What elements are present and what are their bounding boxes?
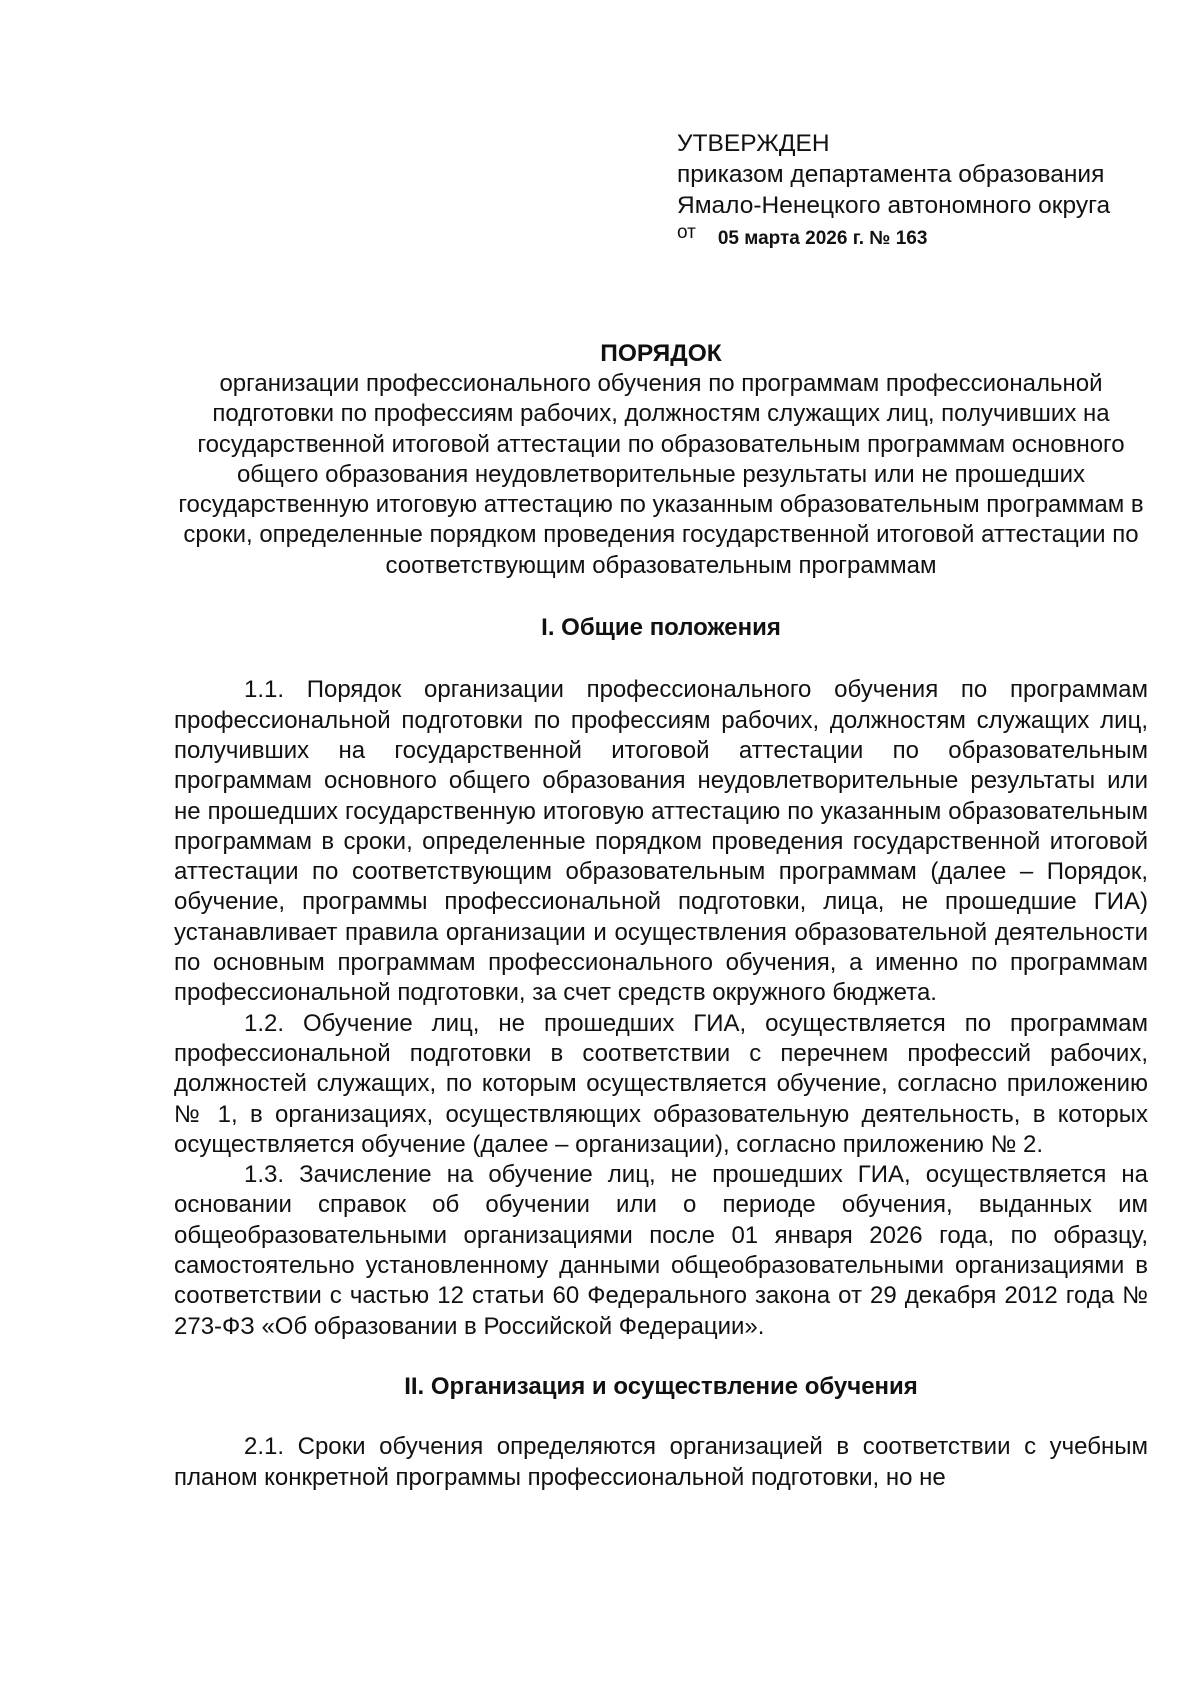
document-subtitle: организации профессионального обучения по программам профессиональной подготовки по профессиям рабочих, должностям служащих лиц, получивших на государственной итоговой аттестации по образовательным программам основного общего образования неудовлетворительные результаты или не прошедших государственную итоговую аттестацию по указанным образовательным программам в сроки, определенные порядком проведения государственной итоговой аттестации по соответствующим образовательным программам (178, 370, 1144, 579)
section-heading-general: I. Общие положения (541, 614, 781, 642)
approval-order-line: приказом департамента образования (677, 161, 1105, 188)
paragraph-1-1: 1.1. Порядок организации профессионального обучения по программам профессиональной подготовки по профессиям рабочих, должностям служащих лиц, получивших на государственной итоговой аттестации по образовательным программам основного общего образования неудовлетворительные результаты или не прошедших государственную итоговую аттестацию по указанным образовательным программам в сроки, определенные порядком проведения государственной итоговой аттестации по соответствующим образовательным программам (далее – Порядок, обучение, программы профессиональной подготовки, лица, не прошедшие ГИА) устанавливает правила организации и осуществления образовательной деятельности по основным программам профессионального обучения, а именно по программам профессиональной подготовки, за счет средств окружного бюджета. (174, 676, 1148, 1007)
approval-heading: УТВЕРЖДЕН (677, 130, 830, 157)
approval-region-line: Ямало-Ненецкого автономного округа (677, 192, 1111, 219)
approval-block (677, 128, 1177, 254)
approval-date-line (677, 223, 1177, 254)
approval-date: 05 марта 2026 г. № 163 (717, 228, 928, 249)
paragraph-1-3: 1.3. Зачисление на обучение лиц, не прошедших ГИА, осуществляется на основании справок об обучении или о периоде обучения, выданных им общеобразовательными организациями после 01 января 2026 года, по образцу, самостоятельно установленному данными общеобразовательными организациями в соответствии с частью 12 статьи 60 Федерального закона от 29 декабря 2012 года № 273-ФЗ «Об образовании в Российской Федерации». (174, 1161, 1148, 1340)
section-heading-organization: II. Организация и осуществление обучения (404, 1372, 918, 1400)
paragraph-2-1: 2.1. Сроки обучения определяются организацией в соответствии с учебным планом конкретной программы профессиональной подготовки, но не (174, 1433, 1148, 1491)
document-body (174, 338, 1148, 1493)
date-prefix: от (677, 222, 696, 243)
document-title: ПОРЯДОК (600, 340, 722, 367)
paragraph-1-2: 1.2. Обучение лиц, не прошедших ГИА, осуществляется по программам профессиональной подготовки в соответствии с перечнем профессий рабочих, должностей служащих, по которым осуществляется обучение, согласно приложению № 1, в организациях, осуществляющих образовательную деятельность, в которых осуществляется обучение (далее – организации), согласно приложению № 2. (174, 1009, 1148, 1158)
